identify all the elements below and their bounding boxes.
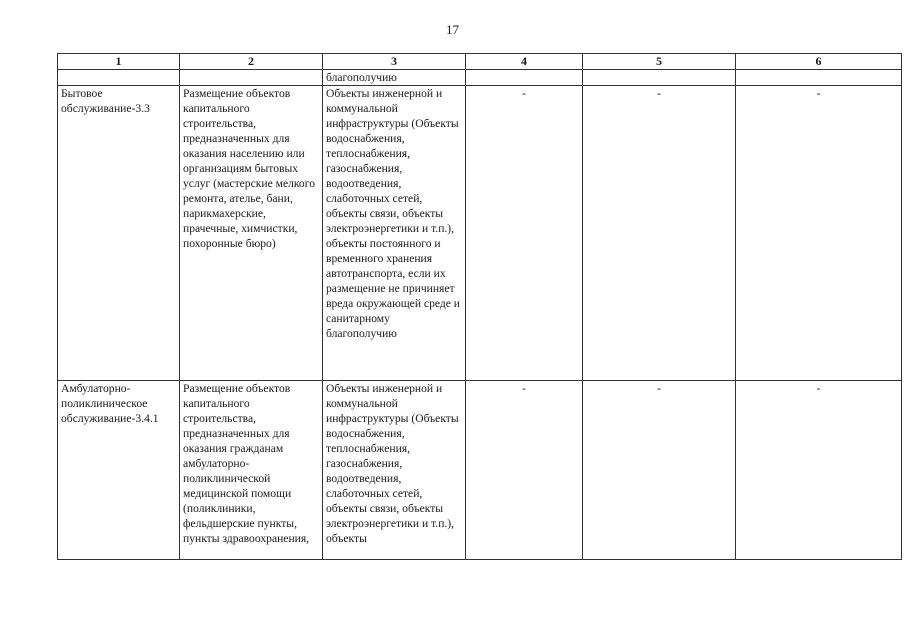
table-cell: благополучию xyxy=(323,70,466,86)
table-cell xyxy=(736,70,902,86)
column-header-6: 6 xyxy=(736,54,902,70)
table-cell: - xyxy=(466,381,583,560)
continuation-row xyxy=(58,70,902,86)
table-cell xyxy=(180,70,323,86)
column-header-2: 2 xyxy=(180,54,323,70)
column-header-4: 4 xyxy=(466,54,583,70)
auxiliary-uses: Объекты инженерной и коммунальной инфраструктуры (Объекты водоснабжения, теплоснабжения, газоснабжения, водоотведения, слаботочных сетей, объекты связи, объекты электроэнергетики и т.п.), объекты постоянного и временного хранения автотранспорта, если их размещение не причиняет вреда окружающей среде и санитарному благополучию xyxy=(323,86,466,381)
use-type-name: Бытовое обслуживание-3.3 xyxy=(58,86,180,381)
use-type-description: Размещение объектов капитального строительства, предназначенных для оказания населению или организациям бытовых услуг (мастерские мелкого ремонта, ателье, бани, парикмахерские, прачечные, химчистки, похоронные бюро) xyxy=(180,86,323,381)
column-header-1: 1 xyxy=(58,54,180,70)
use-type-name: Амбулаторно-поликлиническое обслуживание-3.4.1 xyxy=(58,381,180,560)
table-cell: - xyxy=(583,86,736,381)
column-header-3: 3 xyxy=(323,54,466,70)
table-row xyxy=(58,86,902,381)
page-number: 17 xyxy=(446,22,459,37)
table-cell: - xyxy=(583,381,736,560)
table-cell: - xyxy=(736,381,902,560)
auxiliary-uses: Объекты инженерной и коммунальной инфраструктуры (Объекты водоснабжения, теплоснабжения, газоснабжения, водоотведения, слаботочных сетей, объекты связи, объекты электроэнергетики и т.п.), объекты xyxy=(323,381,466,560)
table-cell: - xyxy=(736,86,902,381)
table-row xyxy=(58,381,902,560)
zoning-table xyxy=(57,53,902,560)
table-header-row xyxy=(58,54,902,70)
use-type-description: Размещение объектов капитального строительства, предназначенных для оказания гражданам амбулаторно-поликлинической медицинской помощи (поликлиники, фельдшерские пункты, пункты здравоохранения, xyxy=(180,381,323,560)
table-cell xyxy=(466,70,583,86)
table-cell xyxy=(58,70,180,86)
table-cell xyxy=(583,70,736,86)
column-header-5: 5 xyxy=(583,54,736,70)
table-cell: - xyxy=(466,86,583,381)
